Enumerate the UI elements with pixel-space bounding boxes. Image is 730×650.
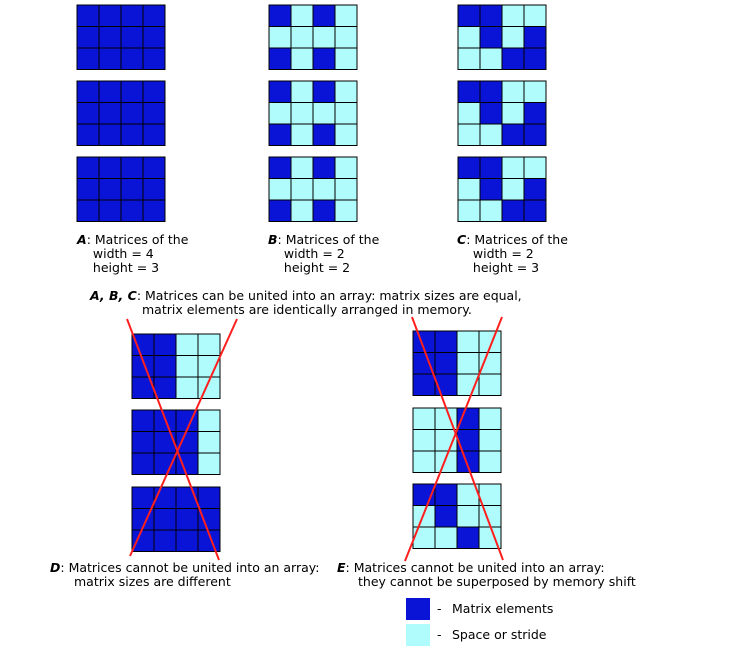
stride-cell — [335, 103, 357, 125]
stride-cell — [413, 506, 435, 528]
matrix-element-cell — [143, 48, 165, 70]
matrix-element-cell — [143, 157, 165, 179]
matrix-element-cell — [143, 81, 165, 103]
stride-cell — [502, 5, 524, 27]
matrix-element-cell — [313, 200, 335, 222]
matrix-element-cell — [176, 432, 198, 454]
matrix-element-cell — [480, 179, 502, 201]
stride-cell — [335, 179, 357, 201]
stride-cell — [291, 157, 313, 179]
stride-cell — [176, 356, 198, 378]
matrix-b-3 — [269, 157, 357, 222]
matrix-element-cell — [143, 103, 165, 125]
matrix-element-cell — [524, 48, 546, 70]
matrix-element-cell — [77, 200, 99, 222]
matrix-element-cell — [121, 157, 143, 179]
matrix-element-cell — [524, 200, 546, 222]
caption-b: B: Matrices of the — [268, 232, 380, 247]
matrix-element-cell — [269, 200, 291, 222]
matrix-element-cell — [132, 334, 154, 356]
matrix-e-2 — [413, 408, 501, 473]
matrix-element-cell — [502, 200, 524, 222]
stride-cell — [313, 179, 335, 201]
matrix-element-cell — [143, 179, 165, 201]
matrix-element-cell — [77, 103, 99, 125]
matrix-element-cell — [413, 374, 435, 396]
stride-cell — [480, 200, 502, 222]
caption-b-width: width = 2 — [268, 246, 345, 261]
matrix-element-cell — [77, 157, 99, 179]
caption-a-height: height = 3 — [77, 260, 160, 275]
caption-abc: A, B, C: Matrices can be united into an array: matrix sizes are equal, — [90, 288, 522, 303]
matrix-d-3 — [132, 487, 220, 552]
matrix-b-1 — [269, 5, 357, 70]
matrix-element-cell — [154, 432, 176, 454]
legend-dash-space: - — [437, 627, 442, 642]
matrix-element-cell — [99, 103, 121, 125]
stride-cell — [502, 81, 524, 103]
stride-cell — [435, 527, 457, 549]
matrix-c-3 — [458, 157, 546, 222]
matrix-element-cell — [77, 48, 99, 70]
matrix-element-cell — [458, 81, 480, 103]
stride-cell — [291, 200, 313, 222]
matrix-element-cell — [132, 453, 154, 475]
stride-cell — [335, 48, 357, 70]
matrix-element-cell — [77, 179, 99, 201]
matrix-element-cell — [457, 408, 479, 430]
stride-cell — [458, 48, 480, 70]
stride-cell — [480, 48, 502, 70]
matrix-element-cell — [132, 530, 154, 552]
stride-cell — [457, 353, 479, 375]
stride-cell — [502, 27, 524, 49]
caption-d: D: Matrices cannot be united into an array: — [50, 560, 320, 575]
matrix-element-cell — [121, 27, 143, 49]
legend-dash-element: - — [437, 601, 442, 616]
stride-cell — [458, 124, 480, 146]
stride-cell — [502, 179, 524, 201]
legend-label-space: Space or stride — [452, 627, 547, 642]
stride-cell — [313, 103, 335, 125]
stride-cell — [291, 124, 313, 146]
stride-cell — [457, 506, 479, 528]
matrix-element-cell — [480, 157, 502, 179]
matrix-element-cell — [121, 48, 143, 70]
matrix-element-cell — [457, 527, 479, 549]
matrix-element-cell — [313, 48, 335, 70]
matrix-a-3 — [77, 157, 165, 222]
stride-cell — [413, 408, 435, 430]
matrix-element-cell — [77, 27, 99, 49]
caption-abc-line2: matrix elements are identically arranged in memory. — [142, 302, 472, 317]
matrix-element-cell — [458, 5, 480, 27]
matrix-element-cell — [99, 81, 121, 103]
stride-cell — [291, 179, 313, 201]
matrix-e-1 — [413, 331, 501, 396]
matrix-element-cell — [132, 432, 154, 454]
stride-cell — [176, 334, 198, 356]
caption-d-line2: matrix sizes are different — [74, 574, 231, 589]
matrix-element-cell — [121, 103, 143, 125]
stride-cell — [198, 410, 220, 432]
matrix-element-cell — [154, 377, 176, 399]
legend-label-element: Matrix elements — [452, 601, 554, 616]
caption-b-height: height = 2 — [268, 260, 351, 275]
stride-cell — [176, 377, 198, 399]
stride-cell — [335, 124, 357, 146]
caption-e: E: Matrices cannot be united into an array: — [337, 560, 605, 575]
matrix-element-cell — [269, 124, 291, 146]
matrix-element-cell — [524, 103, 546, 125]
matrix-element-cell — [99, 5, 121, 27]
stride-cell — [480, 124, 502, 146]
stride-cell — [524, 157, 546, 179]
matrix-element-cell — [99, 200, 121, 222]
stride-cell — [502, 103, 524, 125]
stride-cell — [457, 331, 479, 353]
stride-cell — [458, 103, 480, 125]
matrix-element-cell — [480, 27, 502, 49]
matrix-element-cell — [121, 5, 143, 27]
matrix-element-cell — [176, 509, 198, 531]
stride-cell — [269, 27, 291, 49]
matrix-element-cell — [154, 356, 176, 378]
stride-cell — [291, 48, 313, 70]
matrix-element-cell — [480, 81, 502, 103]
matrix-element-cell — [99, 124, 121, 146]
stride-cell — [335, 81, 357, 103]
stride-cell — [335, 200, 357, 222]
caption-a: A: Matrices of the — [77, 232, 189, 247]
matrix-element-cell — [435, 331, 457, 353]
matrix-grids — [77, 5, 546, 552]
matrix-element-cell — [121, 81, 143, 103]
stride-cell — [198, 334, 220, 356]
caption-c: C: Matrices of the — [457, 232, 568, 247]
matrix-element-cell — [154, 530, 176, 552]
stride-cell — [335, 157, 357, 179]
matrix-element-cell — [77, 81, 99, 103]
stride-cell — [435, 451, 457, 473]
matrix-element-cell — [143, 27, 165, 49]
caption-e-line2: they cannot be superposed by memory shift — [358, 574, 636, 589]
matrix-element-cell — [269, 48, 291, 70]
stride-cell — [291, 5, 313, 27]
matrix-element-cell — [524, 179, 546, 201]
legend-swatch-element — [406, 598, 430, 620]
matrix-element-cell — [524, 124, 546, 146]
matrix-element-cell — [176, 530, 198, 552]
stride-cell — [524, 81, 546, 103]
matrix-element-cell — [198, 487, 220, 509]
caption-a-width: width = 4 — [77, 246, 154, 261]
stride-cell — [335, 27, 357, 49]
stride-cell — [291, 103, 313, 125]
stride-cell — [458, 27, 480, 49]
stride-cell — [479, 353, 501, 375]
stride-cell — [335, 5, 357, 27]
matrix-element-cell — [121, 200, 143, 222]
matrix-element-cell — [132, 410, 154, 432]
matrix-element-cell — [480, 103, 502, 125]
matrix-element-cell — [99, 48, 121, 70]
stride-cell — [524, 5, 546, 27]
matrix-element-cell — [154, 509, 176, 531]
matrix-e-3 — [413, 484, 501, 549]
stride-cell — [458, 179, 480, 201]
stride-cell — [198, 453, 220, 475]
stride-cell — [413, 430, 435, 452]
matrix-element-cell — [313, 81, 335, 103]
stride-cell — [479, 408, 501, 430]
stride-cell — [291, 27, 313, 49]
matrix-element-cell — [269, 5, 291, 27]
matrix-element-cell — [435, 353, 457, 375]
stride-cell — [479, 451, 501, 473]
matrix-element-cell — [502, 48, 524, 70]
caption-c-height: height = 3 — [457, 260, 540, 275]
matrix-c-1 — [458, 5, 546, 70]
matrix-element-cell — [143, 200, 165, 222]
matrix-element-cell — [524, 27, 546, 49]
matrix-element-cell — [99, 157, 121, 179]
stride-cell — [502, 157, 524, 179]
stride-cell — [269, 179, 291, 201]
stride-cell — [413, 451, 435, 473]
matrix-element-cell — [313, 157, 335, 179]
matrix-element-cell — [77, 5, 99, 27]
matrix-element-cell — [313, 124, 335, 146]
matrix-element-cell — [99, 27, 121, 49]
matrix-b-2 — [269, 81, 357, 146]
stride-cell — [479, 374, 501, 396]
stride-cell — [313, 27, 335, 49]
matrix-element-cell — [435, 484, 457, 506]
legend-swatch-space — [406, 624, 430, 646]
matrix-element-cell — [269, 81, 291, 103]
stride-cell — [291, 81, 313, 103]
matrix-element-cell — [502, 124, 524, 146]
stride-cell — [269, 103, 291, 125]
matrix-element-cell — [269, 157, 291, 179]
matrix-a-1 — [77, 5, 165, 70]
stride-cell — [198, 432, 220, 454]
matrix-element-cell — [435, 506, 457, 528]
matrix-element-cell — [143, 124, 165, 146]
stride-cell — [458, 200, 480, 222]
matrix-element-cell — [77, 124, 99, 146]
matrix-element-cell — [143, 5, 165, 27]
stride-cell — [479, 430, 501, 452]
matrix-d-2 — [132, 410, 220, 475]
matrix-element-cell — [121, 179, 143, 201]
caption-c-width: width = 2 — [457, 246, 534, 261]
matrix-element-cell — [458, 157, 480, 179]
matrix-element-cell — [132, 487, 154, 509]
matrix-element-cell — [154, 334, 176, 356]
matrix-c-2 — [458, 81, 546, 146]
matrix-element-cell — [121, 124, 143, 146]
matrix-element-cell — [313, 5, 335, 27]
matrix-element-cell — [480, 5, 502, 27]
matrix-a-2 — [77, 81, 165, 146]
matrix-element-cell — [99, 179, 121, 201]
